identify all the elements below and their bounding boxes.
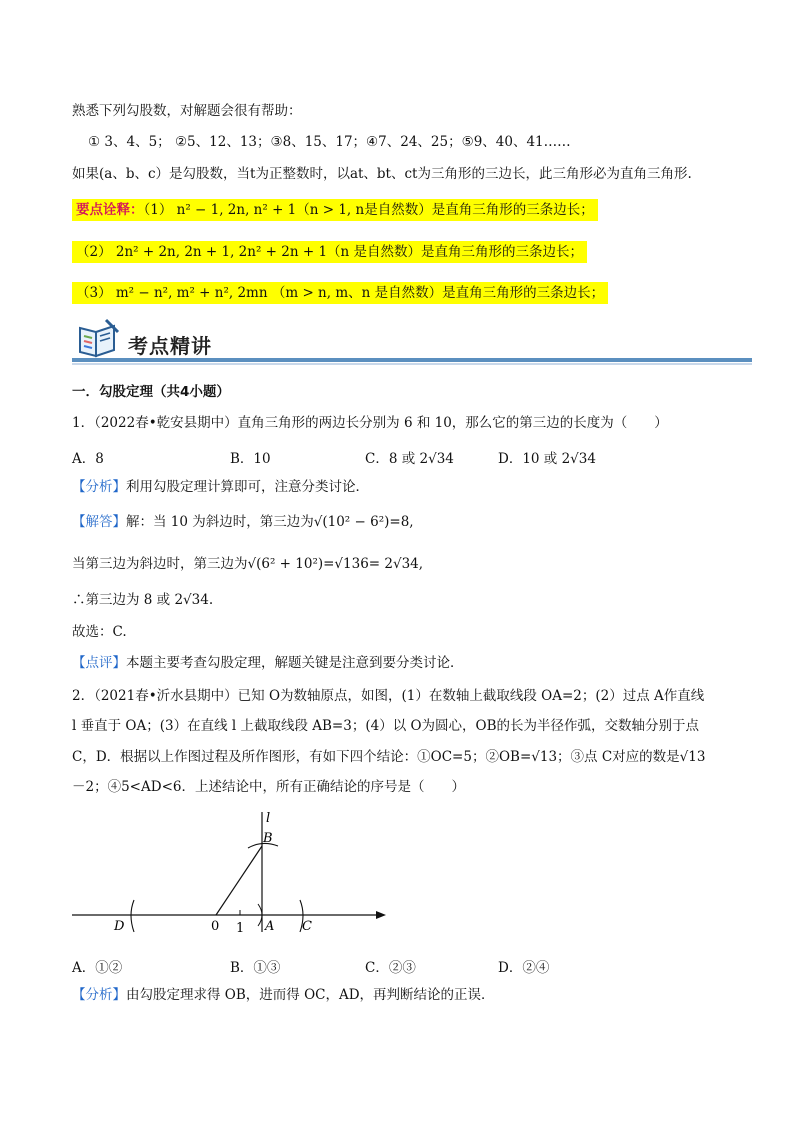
q1-comment-text: 本题主要考查勾股定理，解题关键是注意到要分类讨论． xyxy=(126,655,464,671)
keypoint-2 xyxy=(72,243,587,261)
q2-analysis-text: 由勾股定理求得 OB，进而得 OC，AD，再判断结论的正误． xyxy=(126,987,495,1003)
axis-arrow xyxy=(376,911,386,919)
q2-option-b[interactable]: B．①③ xyxy=(230,960,281,976)
q1-comment xyxy=(72,654,464,672)
q1-option-a[interactable]: A．8 xyxy=(72,451,104,467)
q2-option-d[interactable]: D．②④ xyxy=(498,960,550,976)
segment-OB xyxy=(216,846,262,915)
q1-solution-3: ∴第三边为 8 或 2√34. xyxy=(72,592,214,608)
q1-stem: 1．（2022春•乾安县期中）直角三角形的两边长分别为 6 和 10，那么它的第三边的长度为（ ） xyxy=(72,415,668,431)
q1-option-d[interactable]: D．10 或 2√34 xyxy=(498,451,596,467)
number-line-figure xyxy=(60,800,400,940)
q1-answer: 故选：C. xyxy=(72,624,127,640)
q1-option-c[interactable]: C．8 或 2√34 xyxy=(365,451,454,467)
label-D: D xyxy=(114,919,125,934)
q2-line-4: －2；④5<AD<6．上述结论中，所有正确结论的序号是（ ） xyxy=(72,779,465,795)
keypoint-1-text: （1） n² − 1, 2n, n² + 1（n > 1, n是自然数）是直角三角形的三条边长； xyxy=(143,202,594,218)
label-B: B xyxy=(263,831,273,846)
banner-divider-light xyxy=(72,363,752,365)
intro-line-1: 熟悉下列勾股数，对解题会很有帮助： xyxy=(72,103,302,119)
label-C: C xyxy=(302,919,312,934)
keypoint-1 xyxy=(72,201,598,219)
banner-divider xyxy=(72,358,752,362)
q2-option-a[interactable]: A．①② xyxy=(72,960,123,976)
q2-analysis xyxy=(72,986,495,1004)
intro-line-2: ① 3、4、5； ②5、12、13；③8、15、17；④7、24、25；⑤9、40、41…… xyxy=(88,134,571,150)
q2-line-2: l 垂直于 OA；(3）在直线 l 上截取线段 AB=3；(4）以 O为圆心，OB的长为半径作弧，交数轴分别于点 xyxy=(72,718,700,734)
q2-analysis-tag: 【分析】 xyxy=(72,987,126,1003)
label-l: l xyxy=(266,811,271,826)
label-1: 1 xyxy=(236,921,245,936)
book-icon xyxy=(76,318,122,358)
q2-option-c[interactable]: C．②③ xyxy=(365,960,416,976)
q1-option-b[interactable]: B．10 xyxy=(230,451,271,467)
q1-solution-2: 当第三边为斜边时，第三边为√(6² + 10²)=√136= 2√34, xyxy=(72,556,424,572)
q1-analysis-text: 利用勾股定理计算即可，注意分类讨论． xyxy=(126,479,369,495)
analysis-tag: 【分析】 xyxy=(72,479,126,495)
comment-tag: 【点评】 xyxy=(72,655,126,671)
banner-title: 考点精讲 xyxy=(128,334,212,358)
q2-line-3: C，D．根据以上作图过程及所作图形，有如下四个结论：①OC=5；②OB=√13；③点 C对应的数是√13 xyxy=(72,749,706,765)
arc-D xyxy=(131,900,134,932)
q1-analysis xyxy=(72,478,369,496)
label-A: A xyxy=(265,919,275,934)
keypoint-label: 要点诠释： xyxy=(76,202,144,218)
section-heading: 一．勾股定理（共4小题） xyxy=(72,384,230,400)
intro-line-3: 如果(a、b、c）是勾股数，当t为正整数时，以at、bt、ct为三角形的三边长，此三角形必为直角三角形. xyxy=(72,166,692,182)
q1-solution-1 xyxy=(72,513,414,531)
q2-line-1: 2．（2021春•沂水县期中）已知 O为数轴原点，如图，(1）在数轴上截取线段 OA=2；(2）过点 A作直线 xyxy=(72,688,705,704)
label-O: 0 xyxy=(211,919,220,934)
solution-tag: 【解答】 xyxy=(72,514,126,530)
keypoint-3-text: （3） m² − n², m² + n², 2mn （m > n, m、n 是自然数）是直角三角形的三条边长； xyxy=(72,282,608,304)
q1-solution-1-text: 解：当 10 为斜边时，第三边为√(10² − 6²)=8, xyxy=(126,514,414,530)
keypoint-3 xyxy=(72,284,608,302)
keypoint-2-text: （2） 2n² + 2n, 2n + 1, 2n² + 2n + 1（n 是自然数）是直角三角形的三条边长； xyxy=(72,241,587,263)
